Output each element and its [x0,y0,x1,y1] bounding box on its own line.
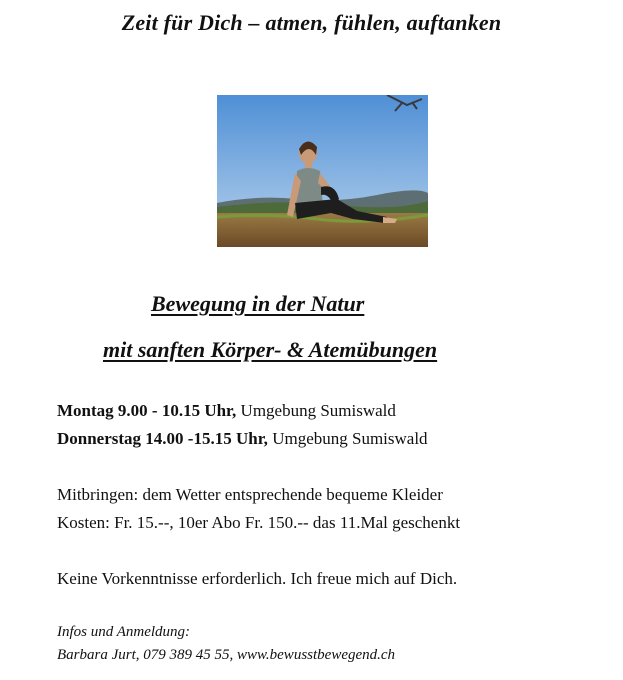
schedule-time: Montag 9.00 - 10.15 Uhr, [57,401,237,420]
woman-sitting-in-meadow-image [217,95,428,247]
schedule-place: Umgebung Sumiswald [236,401,396,420]
heading-exercises: mit sanften Körper- & Atemübungen [103,337,438,362]
page-title: Zeit für Dich – atmen, fühlen, auftanken [121,10,502,35]
note-text: Keine Vorkenntnisse erforderlich. Ich freue mich auf Dich. [57,569,458,588]
bring-text: Mitbringen: dem Wetter entsprechende bequeme Kleider [57,485,443,504]
schedule-place: Umgebung Sumiswald [267,429,428,448]
contact-text: Barbara Jurt, 079 389 45 55, www.bewusstbewegend.ch [57,647,396,663]
schedule-time: Donnerstag 14.00 -15.15 Uhr, [57,429,268,448]
costs-text: Kosten: Fr. 15.--, 10er Abo Fr. 150.-- das 11.Mal geschenkt [57,513,461,532]
heading-nature: Bewegung in der Natur [151,291,365,316]
info-label: Infos und Anmeldung: [57,624,191,640]
schedule-monday [57,401,396,421]
schedule-thursday [57,429,428,449]
